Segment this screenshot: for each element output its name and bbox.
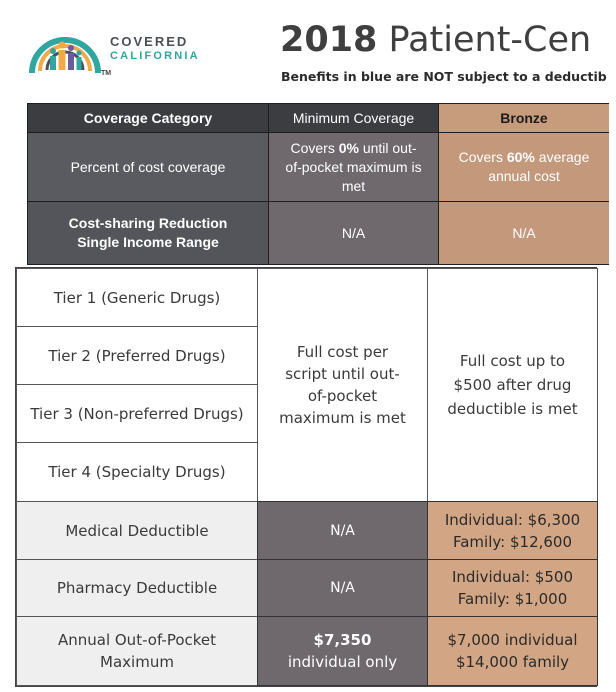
min-cost-sharing: N/A bbox=[268, 201, 439, 265]
bronze-pharmacy-deductible bbox=[427, 559, 598, 617]
bronze-percent-coverage bbox=[438, 132, 609, 202]
row-label-pharmacy-deductible: Pharmacy Deductible bbox=[16, 559, 258, 617]
min-coverage-pct: 0% bbox=[338, 139, 359, 156]
pharmacy-table bbox=[15, 267, 597, 687]
title-year: 2018 bbox=[280, 20, 378, 60]
logo-line1: COVERED bbox=[110, 34, 189, 49]
tier-4-label: Tier 4 (Specialty Drugs) bbox=[16, 442, 258, 502]
title-rest: Patient-Cen bbox=[377, 20, 592, 60]
bronze-medical-individual: Individual: $6,300 bbox=[444, 510, 581, 529]
tier-minimum-cost: Full cost per script until out-of-pocket maximum is met bbox=[257, 268, 428, 502]
logo-line2: CALIFORNIA bbox=[110, 50, 200, 62]
row-label-medical-deductible: Medical Deductible bbox=[16, 501, 258, 560]
page-subtitle: Benefits in blue are NOT subject to a deductib bbox=[281, 69, 607, 84]
row-label-cost-sharing: Cost-sharing Reduction Single Income Range bbox=[27, 201, 269, 265]
min-coverage-pre: Covers bbox=[290, 139, 339, 156]
tier-bronze-cost: Full cost up to $500 after drug deductible is met bbox=[427, 268, 598, 502]
page-title bbox=[280, 20, 591, 60]
bronze-coverage-pre: Covers bbox=[458, 149, 507, 165]
bronze-coverage-post: average annual cost bbox=[488, 149, 590, 184]
min-coverage-post: until out-of-pocket maximum is met bbox=[285, 139, 422, 194]
bronze-coverage-pct: 60% bbox=[506, 149, 535, 165]
bronze-pharmacy-individual: Individual: $500 bbox=[451, 568, 574, 586]
bronze-medical-family: Family: $12,600 bbox=[452, 532, 573, 551]
tier-2-label: Tier 2 (Preferred Drugs) bbox=[16, 326, 258, 385]
covered-california-logo-icon bbox=[26, 13, 104, 83]
min-percent-coverage bbox=[268, 132, 439, 202]
col-header-category: Coverage Category bbox=[27, 103, 269, 133]
tier-1-label: Tier 1 (Generic Drugs) bbox=[16, 268, 258, 327]
bronze-out-of-pocket bbox=[427, 616, 598, 686]
bronze-oop-individual: $7,000 individual bbox=[447, 631, 578, 649]
min-out-of-pocket bbox=[257, 616, 428, 686]
tier-3-label: Tier 3 (Non-preferred Drugs) bbox=[16, 384, 258, 443]
bronze-oop-family: $14,000 family bbox=[455, 653, 570, 671]
row-label-out-of-pocket: Annual Out-of-Pocket Maximum bbox=[16, 616, 258, 686]
logo-trademark: TM bbox=[101, 70, 112, 77]
row-label-percent-coverage: Percent of cost coverage bbox=[27, 132, 269, 202]
bronze-pharmacy-family: Family: $1,000 bbox=[457, 590, 568, 608]
col-header-minimum: Minimum Coverage bbox=[268, 103, 439, 133]
min-oop-amount: $7,350 bbox=[313, 631, 372, 649]
min-medical-deductible: N/A bbox=[257, 501, 428, 560]
col-header-bronze: Bronze bbox=[438, 103, 609, 133]
min-pharmacy-deductible: N/A bbox=[257, 559, 428, 617]
min-oop-note: individual only bbox=[287, 653, 398, 671]
bronze-medical-deductible bbox=[427, 501, 598, 560]
bronze-cost-sharing: N/A bbox=[438, 201, 609, 265]
logo-wordmark bbox=[110, 34, 200, 64]
